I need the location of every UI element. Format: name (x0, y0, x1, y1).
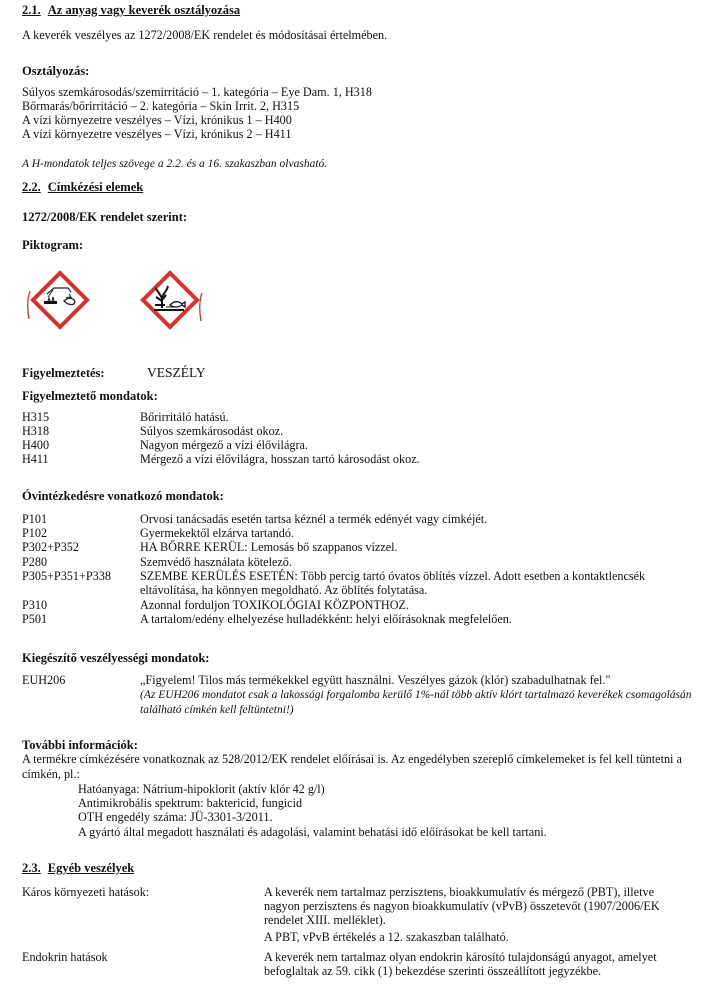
other-hazard-text: befoglaltak az 59. cikk (1) bekezdése szerinti összeállított jegyzékbe. (264, 964, 602, 978)
classification-line: Súlyos szemkárosodás/szemirritáció – 1. kategória – Eye Dam. 1, H318 (22, 85, 372, 99)
signal-word: VESZÉLY (147, 365, 206, 380)
hazard-statements-heading: Figyelmeztető mondatok: (22, 389, 158, 403)
precaution-code: P501 (22, 612, 48, 626)
precaution-code: P305+P351+P338 (22, 569, 111, 583)
further-info-item: OTH engedély száma: JÜ-3301-3/2011. (78, 810, 273, 824)
precaution-text: SZEMBE KERÜLÉS ESETÉN: Több percig tartó óvatos öblítés vízzel. Adott esetben a kontaktlencsék (140, 569, 646, 583)
signal-word-label: Figyelmeztetés: (22, 366, 105, 380)
precaution-code: P280 (22, 555, 48, 569)
hazard-code: H400 (22, 438, 50, 452)
precaution-text: Szemvédő használata kötelező. (140, 555, 292, 569)
other-hazard-label: Káros környezeti hatások: (22, 885, 150, 899)
hazard-text: Bőrirritáló hatású. (140, 410, 229, 424)
precautionary-heading: Óvintézkedésre vonatkozó mondatok: (22, 489, 224, 503)
supplementary-text: „Figyelem! Tilos más termékekkel együtt használni. Veszélyes gázok (klór) szabadulhatnak fel." (140, 673, 611, 687)
further-info-heading: További információk: (22, 738, 138, 752)
precaution-text: Orvosi tanácsadás esetén tartsa kéznél a termék edényét vagy címkéjét. (140, 512, 488, 526)
corrosion-pictogram-icon (30, 270, 90, 330)
section-title-text: Egyéb veszélyek (47, 861, 135, 875)
hazard-code: H411 (22, 452, 49, 466)
red-stroke-mark (26, 290, 32, 323)
further-info-line: A termékre címkézésére vonatkoznak az 528/2012/EK rendelet előírásai is. Az engedélyben szereplő címkelemeket is fel kell tüntetni a (22, 752, 682, 766)
other-hazard-label: Endokrin hatások (22, 950, 108, 964)
precaution-code: P302+P352 (22, 540, 79, 554)
hazard-text: Mérgező a vízi élővilágra, hosszan tartó károsodást okoz. (140, 452, 420, 466)
hazard-text: Súlyos szemkárosodást okoz. (140, 424, 284, 438)
h-statements-note: A H-mondatok teljes szövege a 2.2. és a 16. szakaszban olvasható. (22, 158, 328, 170)
precaution-text: Azonnal forduljon TOXIKOLÓGIAI KÖZPONTHOZ. (140, 598, 409, 612)
section-title-text: Az anyag vagy keverék osztályozása (47, 3, 241, 17)
section-2-2-title (22, 180, 143, 194)
other-hazard-text: A keverék nem tartalmaz olyan endokrin károsító tulajdonságú anyagot, amelyet (264, 950, 657, 964)
precaution-text: HA BŐRRE KERÜL: Lemosás bő szappanos vízzel. (140, 540, 398, 554)
precaution-text: eltávolítása, ha könnyen megoldható. Az öblítés folytatása. (140, 583, 428, 597)
other-hazard-text: rendelet XIII. melléklet). (264, 913, 386, 927)
precaution-text: Gyermekektől elzárva tartandó. (140, 526, 294, 540)
further-info-item: Antimikrobális spektrum: baktericid, fungicid (78, 796, 303, 810)
section-2-3-title (22, 861, 134, 875)
classification-line: A vízi környezetre veszélyes – Vízi, krónikus 1 – H400 (22, 113, 292, 127)
further-info-item: Hatóanyaga: Nátrium-hipoklorit (aktív klór 42 g/l) (78, 782, 325, 796)
supplementary-note-line: található címkén kell feltüntetni!) (140, 704, 294, 716)
supplementary-heading: Kiegészítő veszélyességi mondatok: (22, 651, 210, 665)
precaution-code: P102 (22, 526, 48, 540)
classification-list (22, 85, 372, 141)
red-stroke-mark (198, 292, 204, 325)
pictogram-heading: Piktogram: (22, 238, 84, 252)
environment-pictogram-icon (140, 270, 200, 330)
section-number: 2.3. (22, 861, 41, 875)
hazard-text: Nagyon mérgező a vízi élővilágra. (140, 438, 308, 452)
other-hazard-text: A keverék nem tartalmaz perzisztens, bioakkumulatív és mérgező (PBT), illetve (264, 885, 654, 899)
other-hazard-text: A PBT, vPvB értékelés a 12. szakaszban található. (264, 930, 509, 944)
section-2-1-title (22, 3, 240, 17)
hazard-code: H318 (22, 424, 50, 438)
regulation-label: 1272/2008/EK rendelet szerint: (22, 210, 188, 224)
further-info-line: címkén, pl.: (22, 767, 80, 781)
precaution-text: A tartalom/edény elhelyezése hulladékként: helyi előírásoknak megfelelően. (140, 612, 512, 626)
supplementary-note-line: (Az EUH206 mondatot csak a lakossági forgalomba kerülő 1%-nál több aktív klórt tartalmazó keverékek csomagolásán (140, 689, 692, 701)
precaution-code: P101 (22, 512, 48, 526)
section-number: 2.2. (22, 180, 41, 194)
section-number: 2.1. (22, 3, 41, 17)
section-title-text: Címkézési elemek (47, 180, 144, 194)
hazard-code: H315 (22, 410, 50, 424)
precaution-code: P310 (22, 598, 48, 612)
classification-line: Bőrmarás/bőrirritáció – 2. kategória – Skin Irrit. 2, H315 (22, 99, 300, 113)
classification-intro: A keverék veszélyes az 1272/2008/EK rendelet és módosításai értelmében. (22, 28, 388, 42)
classification-line: A vízi környezetre veszélyes – Vízi, krónikus 2 – H411 (22, 127, 292, 141)
further-info-item: A gyártó által megadott használati és adagolási, valamint behatási idő előírásokat be kell tartani. (78, 825, 547, 839)
classification-heading: Osztályozás: (22, 64, 90, 78)
supplementary-code: EUH206 (22, 673, 66, 687)
other-hazard-text: nagyon perzisztens és nagyon bioakkumulatív (vPvB) összetevőt (1907/2006/EK (264, 899, 660, 913)
